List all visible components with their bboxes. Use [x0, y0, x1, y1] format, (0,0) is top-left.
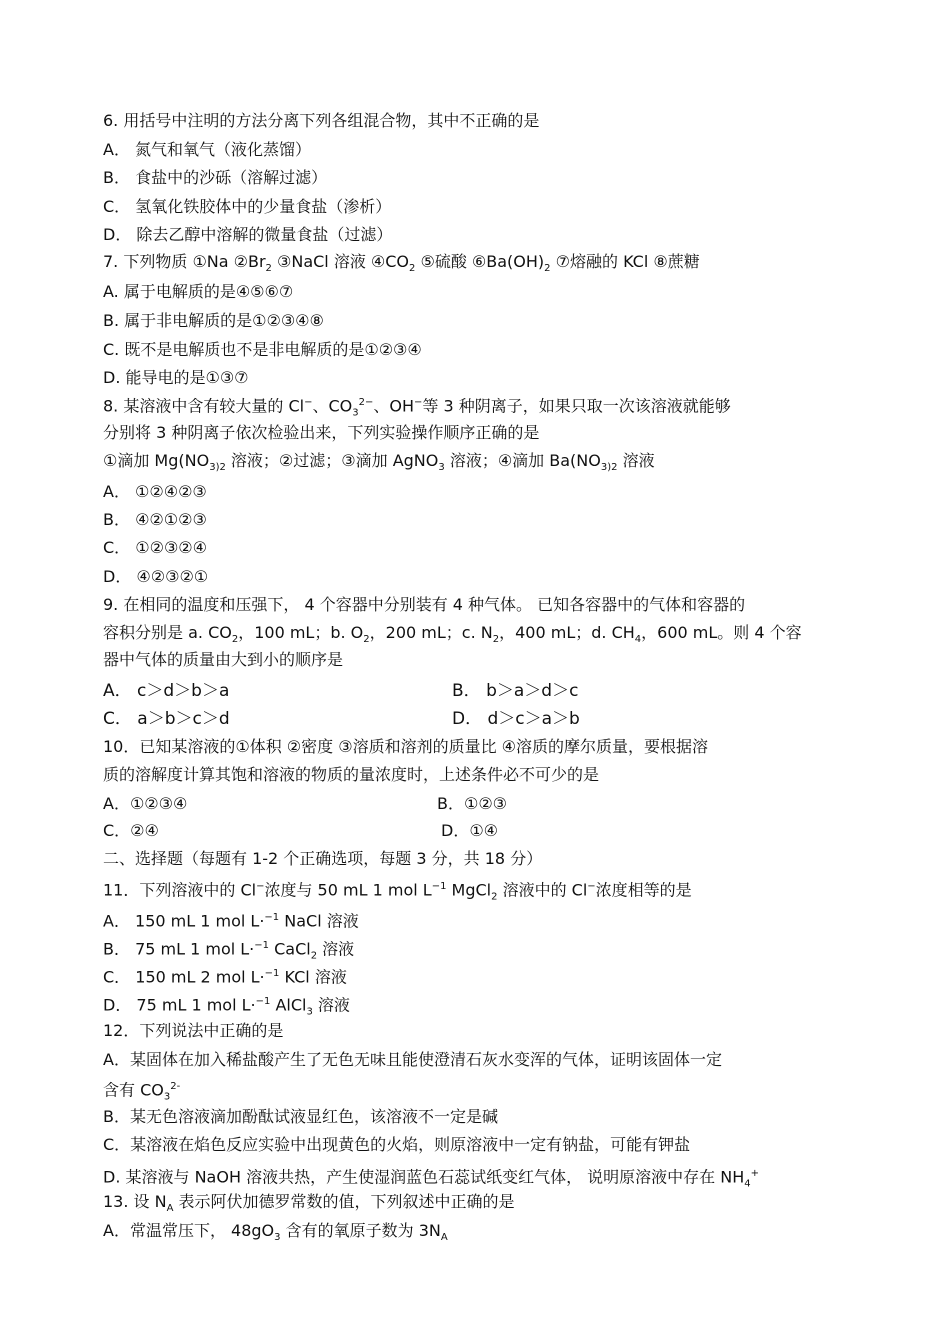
q8-option-b: B． ④②①②③ [103, 510, 207, 529]
q11-option-c: C． 150 mL 2 mol L·$^{-1}$ KCl 溶液 [103, 967, 347, 987]
q9-option-c: C． a＞b＞c＞d [103, 709, 230, 729]
q12-option-b: B．某无色溶液滴加酚酞试液显红色，该溶液不一定是碱 [103, 1107, 498, 1126]
q6-option-b: B． 食盐中的沙砾（溶解过滤） [103, 168, 328, 187]
q7-option-b: B. 属于非电解质的是①②③④⑧ [103, 311, 324, 330]
q9-option-d: D． d＞c＞a＞b [452, 709, 580, 729]
q9-stem-line3: 器中气体的质量由大到小的顺序是 [103, 650, 344, 669]
q8-stem-line2: 分别将 3 种阴离子依次检验出来，下列实验操作顺序正确的是 [103, 423, 540, 442]
q10-option-c: C．②④ [103, 821, 159, 840]
q9-option-b: B． b＞a＞d＞c [452, 681, 579, 701]
q12-option-c: C．某溶液在焰色反应实验中出现黄色的火焰，则原溶液中一定有钠盐，可能有钾盐 [103, 1135, 691, 1154]
q7-option-a: A. 属于电解质的是④⑤⑥⑦ [103, 282, 294, 301]
q10-stem-line2: 质的溶解度计算其饱和溶液的物质的量浓度时，上述条件必不可少的是 [103, 765, 600, 784]
q8-option-c: C． ①②③②④ [103, 538, 207, 557]
q7-stem: 7. 下列物质 ①Na $②Br_2$ ③NaCl 溶液 $④CO_2$ ⑤硫酸 $⑥Ba(OH)_2$ ⑦熔融的 KCl ⑧蔗糖 [103, 252, 700, 275]
q13-option-a: A．常温常压下， $48gO_3$ 含有的氧原子数为 $3N_A$ [103, 1221, 448, 1244]
q7-option-c: C. 既不是电解质也不是非电解质的是①②③④ [103, 340, 422, 359]
q9-option-a: A． c＞d＞b＞a [103, 681, 230, 701]
q10-option-b: B．①②③ [437, 794, 508, 813]
q6-stem: 6. 用括号中注明的方法分离下列各组混合物，其中不正确的是 [103, 111, 540, 130]
q8-option-a: A． ①②④②③ [103, 482, 207, 501]
q6-option-d: D． 除去乙醇中溶解的微量食盐（过滤） [103, 225, 393, 244]
q9-stem-line2: 容积分别是 a. $CO_2$，100 mL；b. $O_2$，200 mL；c. $N_2$，400 mL；d. $CH_4$，600 mL。则 4 个容 [103, 623, 802, 646]
q12-option-d: D. 某溶液与 NaOH 溶液共热，产生使湿润蓝色石蕊试纸变红气体， 说明原溶液中存在 $NH_4^+$ [103, 1167, 760, 1190]
q10-stem-line1: 10．已知某溶液的①体积 ②密度 ③溶质和溶剂的质量比 ④溶质的摩尔质量，要根据溶 [103, 737, 708, 756]
q8-stem-line1: 8. 某溶液中含有较大量的 Cl−、$CO_3^{2-}$、OH−等 3 种阴离子，如果只取一次该溶液就能够 [103, 396, 731, 419]
section-heading: 二、选择题（每题有 1-2 个正确选项，每题 3 分，共 18 分） [103, 849, 543, 868]
q8-option-d: D． ④②③②① [103, 567, 209, 586]
q12-option-a-line2: 含有 $CO_3^{2-}$ [103, 1080, 181, 1103]
q6-option-c: C． 氢氧化铁胶体中的少量食盐（渗析） [103, 197, 392, 216]
q12-stem: 12．下列说法中正确的是 [103, 1021, 284, 1040]
q11-stem: 11．下列溶液中的 Cl−浓度与 50 mL 1 mol $L^{-1}$ MgCl$_2$ 溶液中的 Cl−浓度相等的是 [103, 880, 692, 903]
q13-stem: 13. 设 $N_A$ 表示阿伏加德罗常数的值，下列叙述中正确的是 [103, 1192, 515, 1215]
q7-option-d: D. 能导电的是①③⑦ [103, 368, 249, 387]
q8-stem-line3: ①滴加 $Mg(NO_{3)2}$ 溶液；②过滤；③滴加 AgNO$_3$ 溶液；④滴加 $Ba(NO_{3)2}$ 溶液 [103, 451, 655, 474]
q10-option-d: D．①④ [441, 821, 499, 840]
q11-option-d: D． 75 mL 1 mol L·$^{-1}$ AlCl$_3$ 溶液 [103, 995, 350, 1018]
q12-option-a-line1: A．某固体在加入稀盐酸产生了无色无味且能使澄清石灰水变浑的气体，证明该固体一定 [103, 1050, 722, 1069]
q6-option-a: A． 氮气和氧气（液化蒸馏） [103, 140, 312, 159]
q11-option-b: B． 75 mL 1 mol L·$^{-1}$ CaCl$_2$ 溶液 [103, 939, 355, 962]
q10-option-a: A．①②③④ [103, 794, 188, 813]
q9-stem-line1: 9. 在相同的温度和压强下， 4 个容器中分别装有 4 种气体。 已知各容器中的气体和容器的 [103, 595, 746, 614]
q11-option-a: A． 150 mL 1 mol L·$^{-1}$ NaCl 溶液 [103, 911, 359, 931]
